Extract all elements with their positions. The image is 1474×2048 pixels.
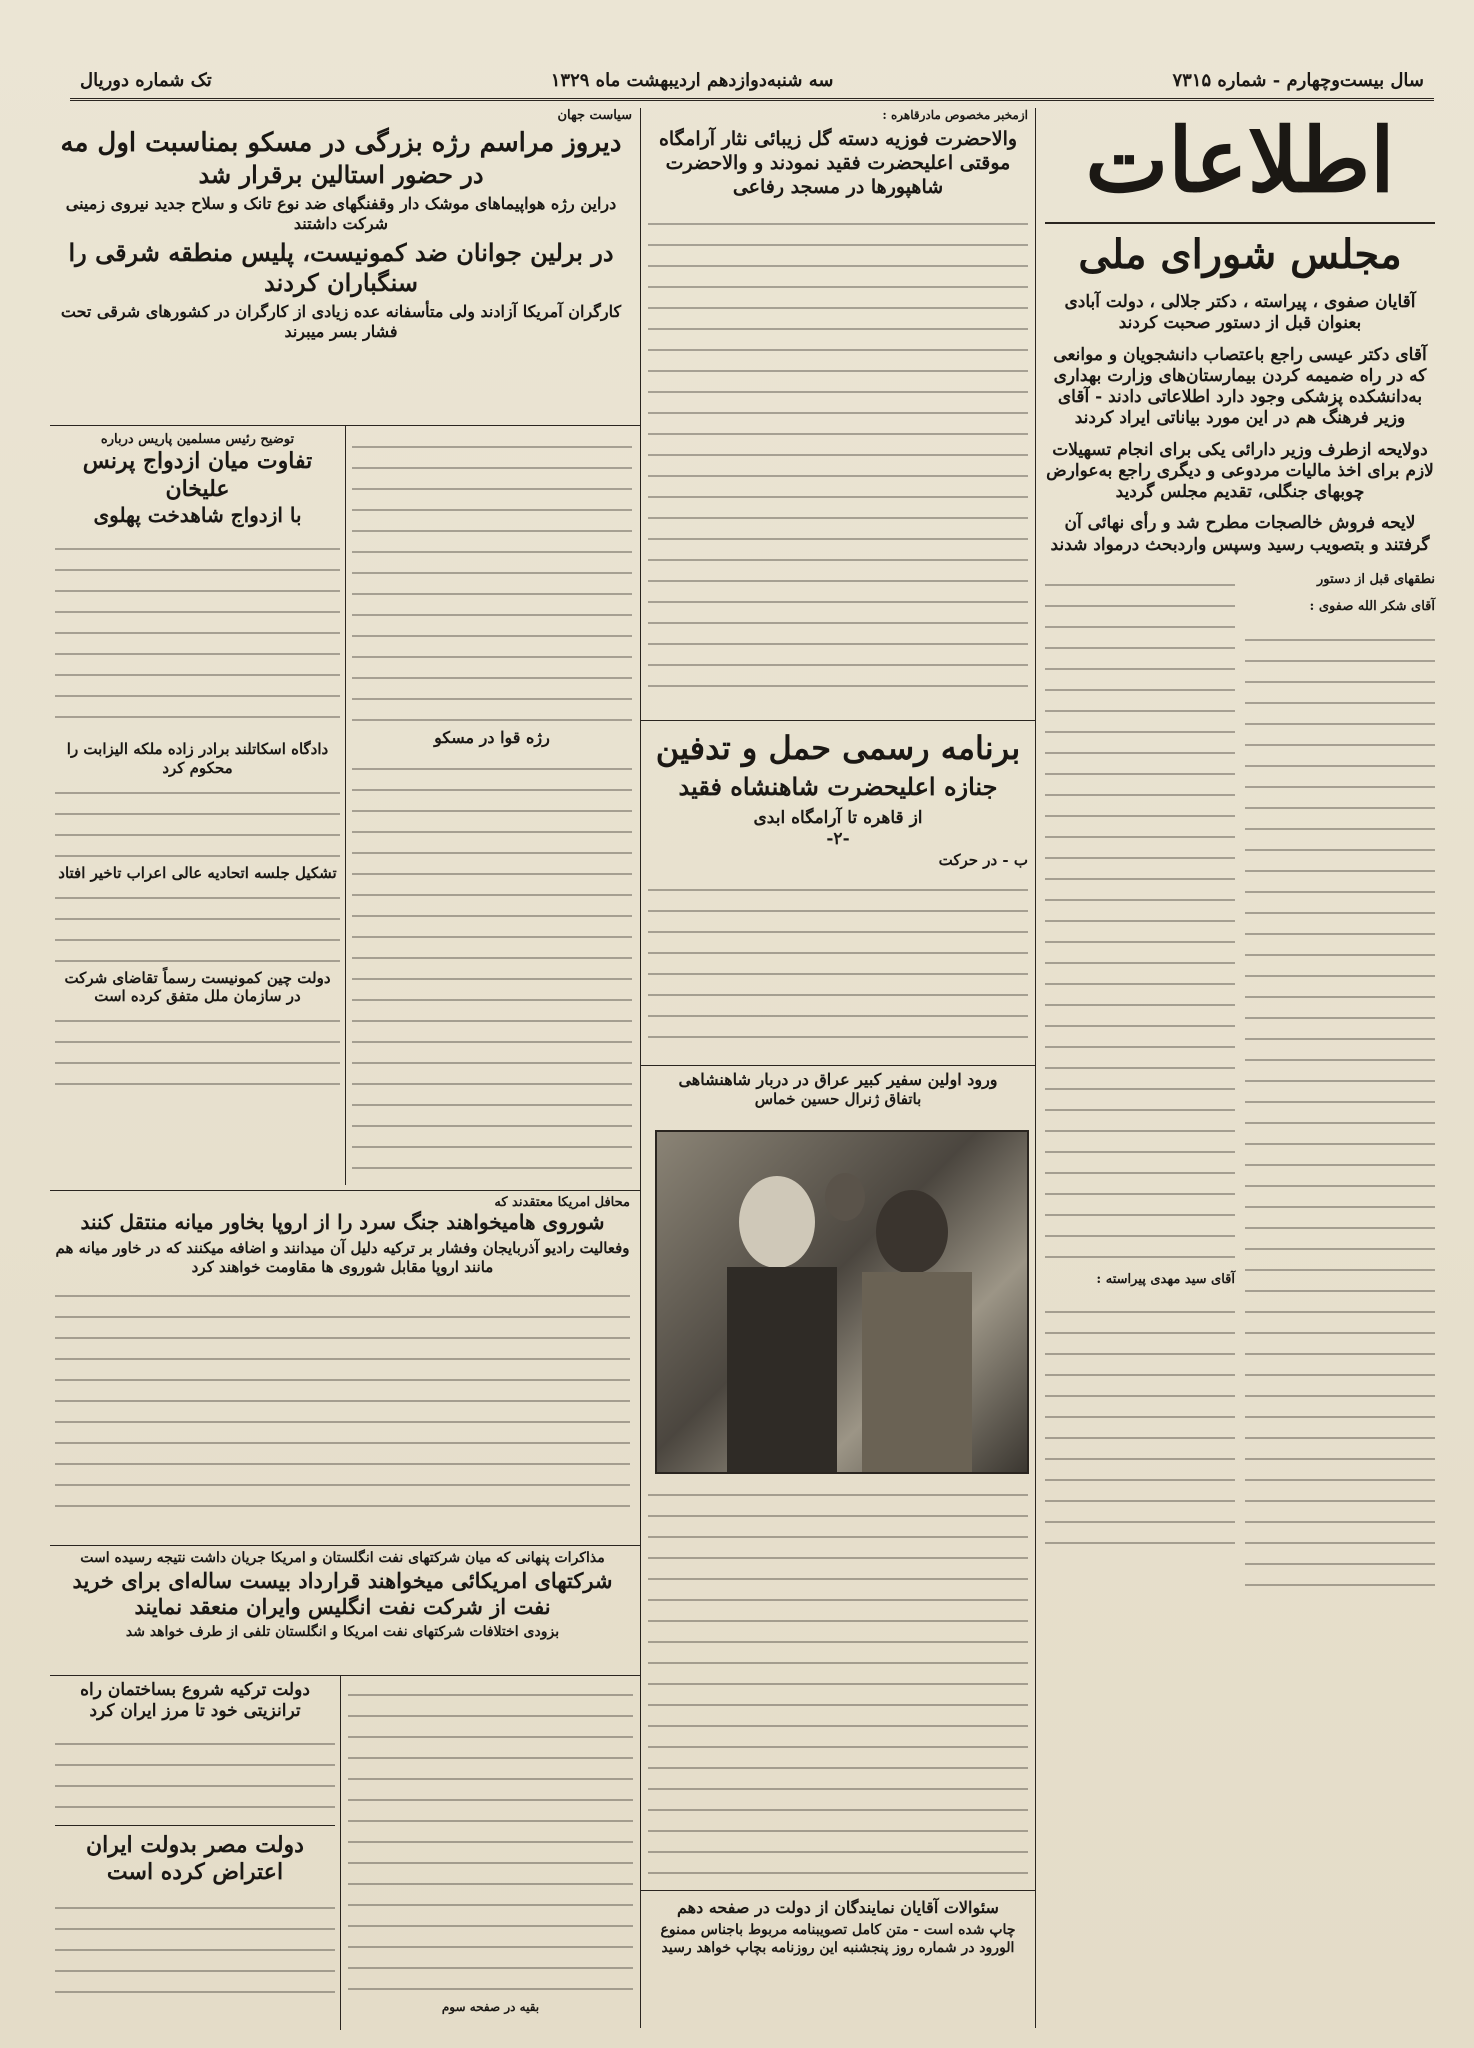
para-majlis-3: لایحه فروش خالصجات مطرح شد و رأی نهائی آن گرفتند و بتصویب رسید وسپس واردبحث درمواد شدند: [1050, 513, 1430, 555]
oil-kicker: مذاکرات پنهانی که میان شرکتهای نفت انگلستان و امریکا جریان داشت نتیجه رسیده است: [80, 1550, 605, 1566]
headline-turkey: دولت ترکیه شروع بساختمان راه ترانزیتی خود تا مرز ایران کرد: [80, 1680, 310, 1722]
oil-sub: بزودی اختلافات شرکتهای نفت امریکا و انگلستان تلفی از طرف خواهد شد: [125, 1624, 560, 1640]
lead-moscow: دراین رژه هواپیماهای موشک دار وقفنگهای ضد نوع تانک و سلاح جدید نیروی زمینی شرکت داشتند: [65, 193, 617, 233]
kicker-cairo: ازمخبر مخصوص مادرقاهره :: [882, 108, 1028, 122]
continued-note: بقیه در صفحه سوم: [441, 2000, 540, 2014]
right-column: [1045, 108, 1435, 1605]
subhead-pirasteh: آقای سید مهدی پیراسته :: [1096, 1271, 1235, 1287]
headline-berlin: در برلین جوانان ضد کمونیست، پلیس منطقه شرقی را سنگباران کردند: [68, 237, 614, 297]
photo-caption-1: ورود اولین سفیر کبیر عراق در دربار شاهنشاهی: [678, 1070, 998, 1089]
header-bar: [70, 62, 1434, 101]
part-number: -۲-: [826, 829, 850, 850]
photo-iraqi-ambassador: [655, 1130, 1029, 1474]
photo-caption-2: باتفاق ژنرال حسین خماس: [754, 1090, 922, 1108]
para-majlis-2: دولایحه ازطرف وزیر دارائی یکی برای انجام تسهیلات لازم برای اخذ مالیات مردوعی و دیگری راجع به‌عوارض چوبهای جنگلی، تقدیم مجلس گردید: [1046, 439, 1434, 502]
para-majlis-1: آقای دکتر عیسی راجع باعتصاب دانشجویان و موانعی که در راه ضمیمه کردن بیمارستان‌های وزارت بهداری به‌دانشکده پزشکی وجود دارد اطلاعاتی دادند - آقای وزیر فرهنگ هم در این مورد بیاناتی ایراد کردند: [1053, 344, 1427, 429]
text-block-right-b: [1045, 570, 1235, 1605]
oil-headline: شرکتهای امریکائی میخواهند قرارداد بیست ساله‌ای برای خرید نفت از شرکت نفت انگلیس وایران منعقد نمایند: [72, 1567, 613, 1619]
subhead-scotland: دادگاه اسکاتلند برادر زاده ملکه الیزابت را محکوم کرد: [66, 740, 329, 777]
text-block-right-a: [1245, 570, 1435, 1605]
headline-moscow-2: در حضور استالین برقرار شد: [198, 159, 484, 189]
price: تک شماره دوریال: [80, 69, 212, 91]
banner-kicker: محافل امریکا معتقدند که: [494, 1195, 630, 1210]
left-column: [50, 108, 632, 350]
subhead-safavi: آقای شکر الله صفوی :: [1309, 599, 1435, 615]
subhead-pre-agenda: نطقهای قبل از دستور: [1316, 571, 1435, 587]
oil-block: [55, 1550, 630, 1642]
left-bottom-b: [348, 1680, 633, 2014]
banner-block: [55, 1195, 630, 1521]
headline-egypt: دولت مصر بدولت ایران اعتراض کرده است: [55, 1825, 335, 1887]
middle-column: [648, 108, 1028, 689]
headline-fawzia: والاحضرت فوزیه دسته گل زیبائی نثار آرامگاه موقتی اعلیحضرت فقید نمودند و والاحضرت شاهپورها در مسجد رفاعی: [658, 128, 1018, 198]
lead-majlis: آقایان صفوی ، پیراسته ، دکتر جلالی ، دولت آبادی بعنوان قبل از دستور صحبت کردند: [1064, 292, 1416, 334]
left-sub-column-b: [352, 432, 632, 1184]
left-bottom: [55, 1680, 335, 1993]
headline-burial-3: از قاهره تا آرامگاه ابدی: [753, 808, 923, 828]
subhead-parade: رژه قوا در مسکو: [434, 728, 550, 747]
footer-title: سئوالات آقایان نمایندگان از دولت در صفحه دهم: [677, 1898, 999, 1917]
box1-headline: تفاوت میان ازدواج پرنس علیخان: [82, 448, 313, 502]
section-world-politics: سیاست جهان: [557, 108, 632, 123]
headline-burial: برنامه رسمی حمل و تدفین: [655, 729, 1021, 767]
photo-text: [648, 1480, 1028, 1880]
volume-issue: سال بیست‌وچهارم - شماره ۷۳۱۵: [1172, 69, 1424, 91]
subhead-china-un: دولت چین کمونیست رسماً تقاضای شرکت در سازمان ملل متفق کرده است: [64, 968, 331, 1006]
part-sub: ب - در حرکت: [938, 850, 1028, 869]
banner-headline: شوروی هامیخواهند جنگ سرد را از اروپا بخاور میانه منتقل کنند: [80, 1210, 605, 1234]
burial-program: [648, 728, 1028, 1055]
photo-figures-icon: [657, 1132, 1027, 1472]
left-sub-column: [55, 432, 340, 1096]
subhead-arab-union: تشکیل جلسه اتحادیه عالی اعراب تاخیر افتاد: [58, 863, 337, 882]
footer-box: [648, 1898, 1028, 1957]
box1-headline-2: با ازدواج شاهدخت پهلوی: [93, 503, 302, 528]
issue-date: سه شنبه‌دوازدهم اردیبهشت ماه ۱۳۲۹: [550, 69, 834, 91]
photo-block: [648, 1070, 1028, 1109]
footer-text: چاپ شده است - متن کامل تصویبنامه مربوط باجناس ممنوع الورود در شماره روز پنجشنبه این روزنامه بچاپ خواهد رسید: [660, 1922, 1016, 1956]
banner-sub: وفعالیت رادیو آذربایجان وفشار بر ترکیه دلیل آن میدانند و اضافه میکنند که در خاور میانه هم مانند اروپا مقابل شوروی ها مقاومت خواهند کرد: [55, 1239, 630, 1276]
headline-majlis: مجلس شورای ملی: [1045, 222, 1435, 280]
masthead-logo: اطلاعات: [1085, 108, 1395, 212]
headline-moscow: دیروز مراسم رژه بزرگی در مسکو بمناسبت اول مه: [60, 128, 622, 158]
headline-burial-2: جنازه اعلیحضرت شاهنشاه فقید: [678, 772, 998, 801]
lead-workers: کارگران آمریکا آزادند ولی متأسفانه عده زیادی از کارگران در کشورهای شرقی تحت فشار بسر میبرند: [60, 301, 622, 341]
box1-kicker: توضیح رئیس مسلمین پاریس درباره: [100, 432, 295, 447]
